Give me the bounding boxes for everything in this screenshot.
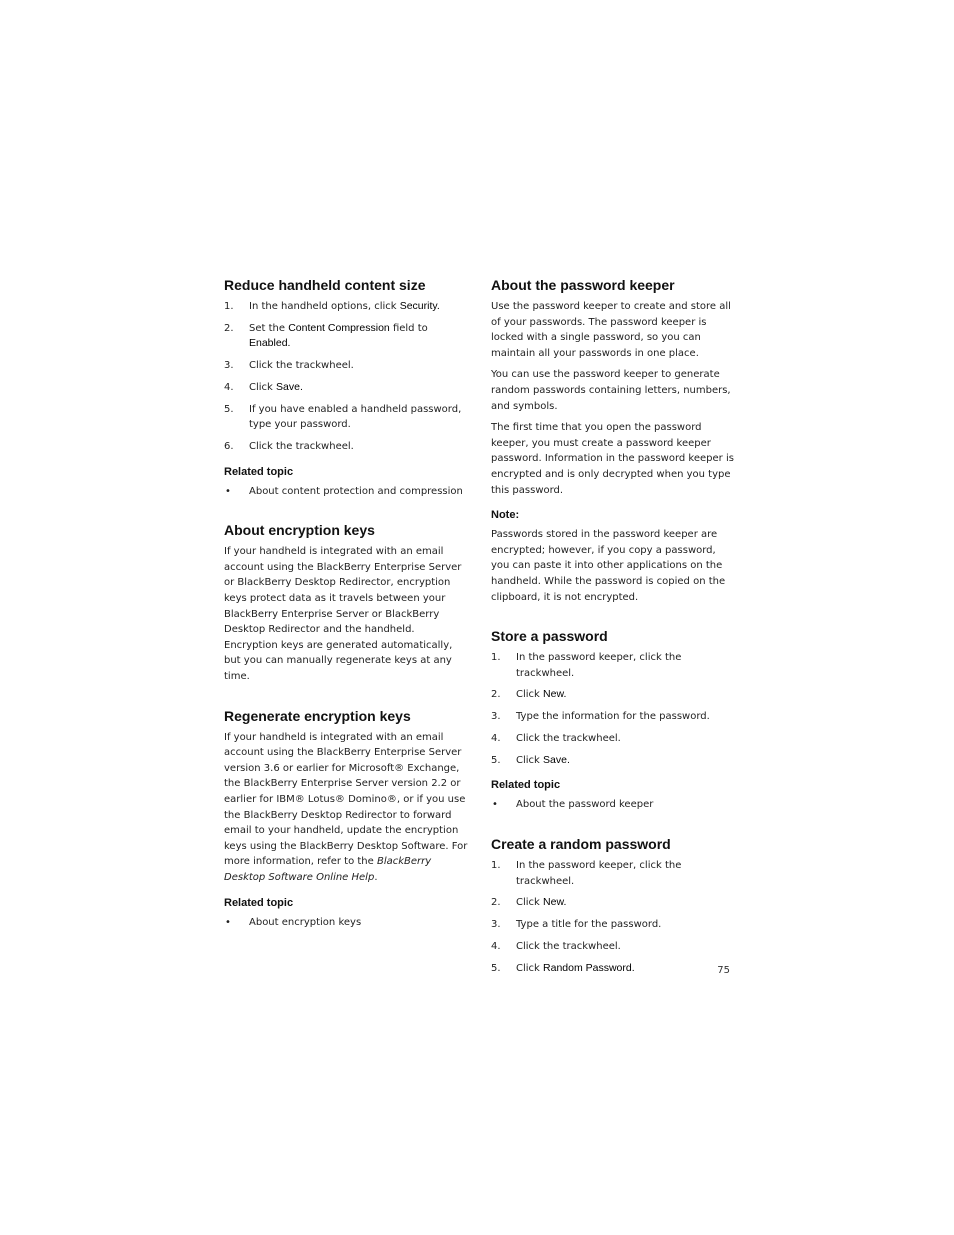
section-heading: Reduce handheld content size — [224, 277, 426, 293]
step-item: 2. Click New. — [491, 896, 567, 909]
note-text: Passwords stored in the password keeper are encrypted; however, if you copy a password, you can paste it into other applications on the handheld. While the password is copied on the clipboard, it is not encrypted. — [491, 529, 726, 603]
step-item: 3. Click the trackwheel. — [224, 360, 354, 372]
section-heading: Regenerate encryption keys — [224, 707, 411, 724]
bullet-icon: • — [225, 485, 231, 497]
step-item: 1. In the handheld options, click Security. — [224, 300, 440, 312]
step-item: 5. If you have enabled a handheld password, type your password. — [224, 403, 462, 431]
related-topic-list — [224, 484, 468, 500]
paragraph: If your handheld is integrated with an email account using the BlackBerry Enterprise Server or BlackBerry Desktop Redirector, encryption keys protect data as it travels between your BlackBerry Enterprise Server or BlackBerry Desktop Redirector and the handheld. Encryption keys are generated automatically, but you can manually regenerate keys at any time. — [224, 546, 462, 683]
paragraph: If your handheld is integrated with an email account using the BlackBerry Enterprise Server version 3.6 or earlier for Microsoft® Exchange, the BlackBerry Enterprise Server version 2.2 or earlier for IBM® Lotus® Domino®, or if you use the BlackBerry Desktop Redirector to forward email to your handheld, update the encryption keys using the BlackBerry Desktop Software. For more information, refer to the BlackBerry Desktop Software Online Help. — [224, 731, 468, 883]
section-store-password — [491, 627, 735, 813]
step-list — [491, 858, 735, 976]
related-topic-item: • About encryption keys — [224, 915, 468, 931]
section-heading: About the password keeper — [491, 277, 675, 293]
section-heading: Store a password — [491, 628, 608, 645]
step-item: 2. Set the Content Compression field to Enabled. — [224, 321, 428, 350]
help-reference: BlackBerry Desktop Software Online Help — [224, 856, 432, 883]
section-heading: Create a random password — [491, 836, 671, 852]
section-reduce-content-size — [224, 276, 468, 499]
step-item: 1. In the password keeper, click the trackwheel. — [491, 860, 682, 887]
related-topic-list — [224, 915, 468, 931]
note-heading: Note: — [491, 509, 520, 522]
step-item: 5. Click Save. — [491, 753, 570, 766]
step-item: 3. Type a title for the password. — [491, 919, 662, 931]
step-item: 4. Click the trackwheel. — [491, 733, 621, 745]
step-item: 6. Click the trackwheel. — [224, 441, 354, 453]
step-item: 4. Click Save. — [224, 380, 303, 393]
bullet-icon: • — [492, 799, 498, 811]
bullet-icon: • — [225, 916, 231, 928]
paragraph: The first time that you open the password keeper, you must create a password keeper password. Information in the password keeper is encrypted and is only decrypted when you type this password. — [491, 422, 734, 496]
paragraph: Use the password keeper to create and store all of your passwords. The password keeper is locked with a single password, so you can maintain all your passwords in one place. — [491, 301, 731, 359]
related-topic-item: • About the password keeper — [491, 797, 735, 813]
related-topic-heading: Related topic — [224, 465, 294, 478]
step-list — [224, 299, 468, 455]
section-heading: About encryption keys — [224, 522, 375, 539]
related-topic-item: • About content protection and compression — [224, 484, 468, 500]
step-item: 4. Click the trackwheel. — [491, 940, 621, 952]
left-column — [224, 276, 468, 952]
paragraph: You can use the password keeper to generate random passwords containing letters, numbers, and symbols. — [491, 369, 731, 412]
section-create-random-password — [491, 835, 735, 976]
page-number: 75 — [717, 965, 730, 976]
step-list — [491, 650, 735, 768]
step-item: 2. Click New. — [491, 688, 567, 701]
section-about-encryption-keys — [224, 521, 468, 684]
section-regenerate-encryption-keys — [224, 707, 468, 931]
related-topic-heading: Related topic — [491, 779, 561, 792]
related-topic-list — [491, 797, 735, 813]
step-item: 1. In the password keeper, click the trackwheel. — [491, 652, 682, 679]
related-topic-heading: Related topic — [224, 896, 294, 909]
step-item: 3. Type the information for the password. — [491, 711, 710, 723]
step-item: 5. Click Random Password. — [491, 961, 635, 974]
right-column — [491, 276, 735, 998]
section-about-password-keeper — [491, 276, 735, 605]
